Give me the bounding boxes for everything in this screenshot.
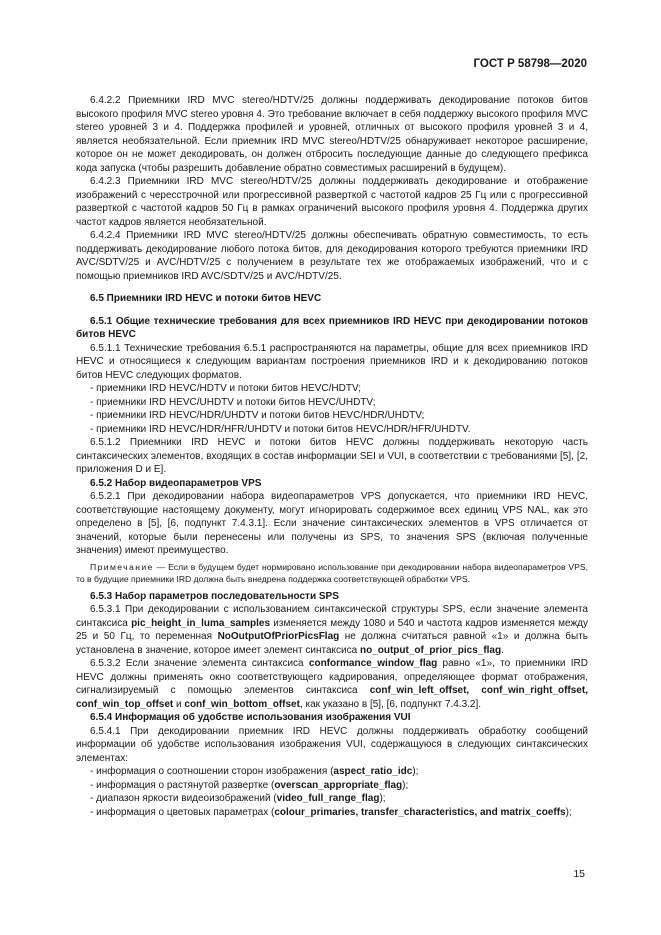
text-run: не должна считаться равной «1» и должна быть установлена в значение, которое имеет элемент синтаксиса [76,631,588,656]
syntax-element: NoOutputOfPriorPicsFlag [217,631,340,642]
text-run: - информация о растянутой развертке ( [90,779,275,791]
paragraph-6-4-2-2: 6.4.2.2 Приемники IRD MVC stereo/HDTV/25 должны поддерживать декодирование потоков битов высокого профиля MVC stereo уровня 4. Это требование включает в себя поддержку высокого профиля MVC stereo уровней 3 и 4. Поддержка профилей и уровней, отличных от высокого профиля уровней 3 и 4, является необязательной. Если приемник IRD MVC stereo/HDTV/25 обнаруживает некоторое расширение, которое он не может декодировать, он должен отбросить последующие данные до следующего префикса кода запуска (чтобы разрешить добавление обратно совместимых расширений в будущем). [76,95,588,174]
page-number: 15 [573,868,585,880]
syntax-element: colour_primaries, transfer_characteristics, and matrix_coeffs [274,806,566,818]
paragraph-6-4-2-4: 6.4.2.4 Приемники IRD MVC stereo/HDTV/25 должны обеспечивать обратную совместимость, то есть поддерживать декодирование любого потока битов, для декодирования которого требуются приемники IRD AVC/SDTV/25 и AVC/HDTV/25 с получением в результате тех же отображаемых изображений, что и с помощью приемников IRD AVC/SDTV/25 и AVC/HDTV/25. [76,230,588,282]
text-run: ); [565,806,572,818]
paragraph-6-5-1-1: 6.5.1.1 Технические требования 6.5.1 распространяются на параметры, общие для всех приемников IRD HEVC и относящиеся к следующим вариантам построения приемников IRD и к декодированию потоков битов HEVC следующих форматов. [76,342,588,381]
text-run: 6.5.3.1 При декодировании с использованием синтаксической структуры SPS, если значение элемента синтаксиса [76,604,588,629]
list-item [76,779,588,793]
text-run: 6.5.3.2 Если значение элемента синтаксиса [90,658,309,669]
text-run: - диапазон яркости видеоизображений ( [90,793,277,804]
syntax-element: conf_win_bottom_offset [184,698,300,710]
page-body [76,94,588,819]
heading-6-5-1: 6.5.1 Общие технические требования для всех приемников IRD HEVC при декодировании потоков битов HEVC [76,315,588,340]
list-item [76,792,588,806]
text-run: ); [402,779,409,791]
syntax-element: no_output_of_prior_pics_flag [359,644,502,656]
heading-6-5: 6.5 Приемники IRD HEVC и потоки битов HEVC [90,293,322,304]
text-run: и [173,698,185,710]
heading-6-5-4: 6.5.4 Информация об удобстве использования изображения VUI [90,712,411,723]
list-item: - приемники IRD HEVC/HDTV и потоки битов HEVC/HDTV; [90,383,362,394]
list-item [76,765,588,779]
paragraph-6-5-3-1 [76,603,588,657]
text-run: изменяется между 1080 и 540 и частота кадров изменяется между 25 и 50 Гц, то переменная [76,617,588,642]
syntax-element: video_full_range_flag [276,793,380,804]
document-id: ГОСТ Р 58798—2020 [473,58,587,70]
syntax-element: overscan_appropriate_flag [274,779,403,791]
paragraph-6-5-4-1: 6.5.4.1 При декодировании приемник IRD HEVC должны поддерживать обработку сообщений информации об удобстве использования изображения VUI, содержащуюся в следующих синтаксических элементах: [76,725,588,764]
heading-6-5-2: 6.5.2 Набор видеопараметров VPS [90,477,262,489]
text-run: , как указано в [5], [6, подпункт 7.4.3.2]. [299,698,482,710]
text-run: равно «1», то приемники IRD HEVC должны применять окно соответствующего кадрирования, определяющее формат отображения, сигнализируемый с помощью элементов синтаксиса [76,658,588,696]
syntax-element: aspect_ratio_idc [333,766,413,777]
paragraph-6-4-2-3: 6.4.2.3 Приемники IRD MVC stereo/HDTV/25 должны поддерживать декодирование и отображение изображений с чересстрочной или прогрессивной разверткой с частотой кадров 25 Гц или с прогрессивной разверткой с частотой кадров 50 Гц в рамках ограничений высокого профиля уровня 4. Поддержка других частот кадров является необязательной. [76,176,588,228]
note-text: — Если в будущем будет нормировано использование при декодировании набора видеопараметров VPS, то в будущие приемники IRD должна быть внедрена поддержка соответствующей обработки VPS. [76,561,588,584]
list-item [76,806,588,820]
paragraph-6-5-2-1: 6.5.2.1 При декодировании набора видеопараметров VPS допускается, что приемники IRD HEVC, соответствующие настоящему документу, могут игнорировать содержимое всех единиц VPS NAL, как это определено в [5], [6, подпункт 7.4.3.1]. Если значение синтаксических элементов в VPS отличается от значений, которые были перенесены или получены из SPS, то значения SPS (включая полученные значения) имеют преимущество. [76,491,588,556]
list-item: - приемники IRD HEVC/UHDTV и потоки битов HEVC/UHDTV; [90,396,376,408]
text-run: - информация о цветовых параметрах ( [90,806,275,818]
list-item: - приемники IRD HEVC/HDR/UHDTV и потоки битов HEVC/HDR/UHDTV; [90,410,425,421]
text-run: . [501,644,504,656]
syntax-element: pic_height_in_luma_samples [131,617,271,629]
syntax-element: conformance_window_flag [308,658,438,669]
heading-6-5-3: 6.5.3 Набор параметров последовательности SPS [90,590,339,602]
paragraph-6-5-3-2 [76,657,588,711]
text-run: ); [379,793,386,804]
paragraph-6-5-1-2: 6.5.1.2 Приемники IRD HEVC и потоки битов HEVC должны поддерживать некоторую часть синтаксических элементов, входящих в состав информации SEI и VUI, в соответствии с требованиями [5], [2, приложения D и E]. [76,437,588,475]
text-run: ); [412,766,419,777]
note [76,561,588,585]
note-label: Примечание [90,561,154,572]
text-run: - информация о соотношении сторон изображения ( [90,766,334,777]
syntax-element: conf_win_left_offset, conf_win_right_offset, conf_win_top_offset [76,685,588,710]
list-item: - приемники IRD HEVC/HDR/HFR/UHDTV и потоки битов HEVC/HDR/HFR/UHDTV. [90,423,471,435]
